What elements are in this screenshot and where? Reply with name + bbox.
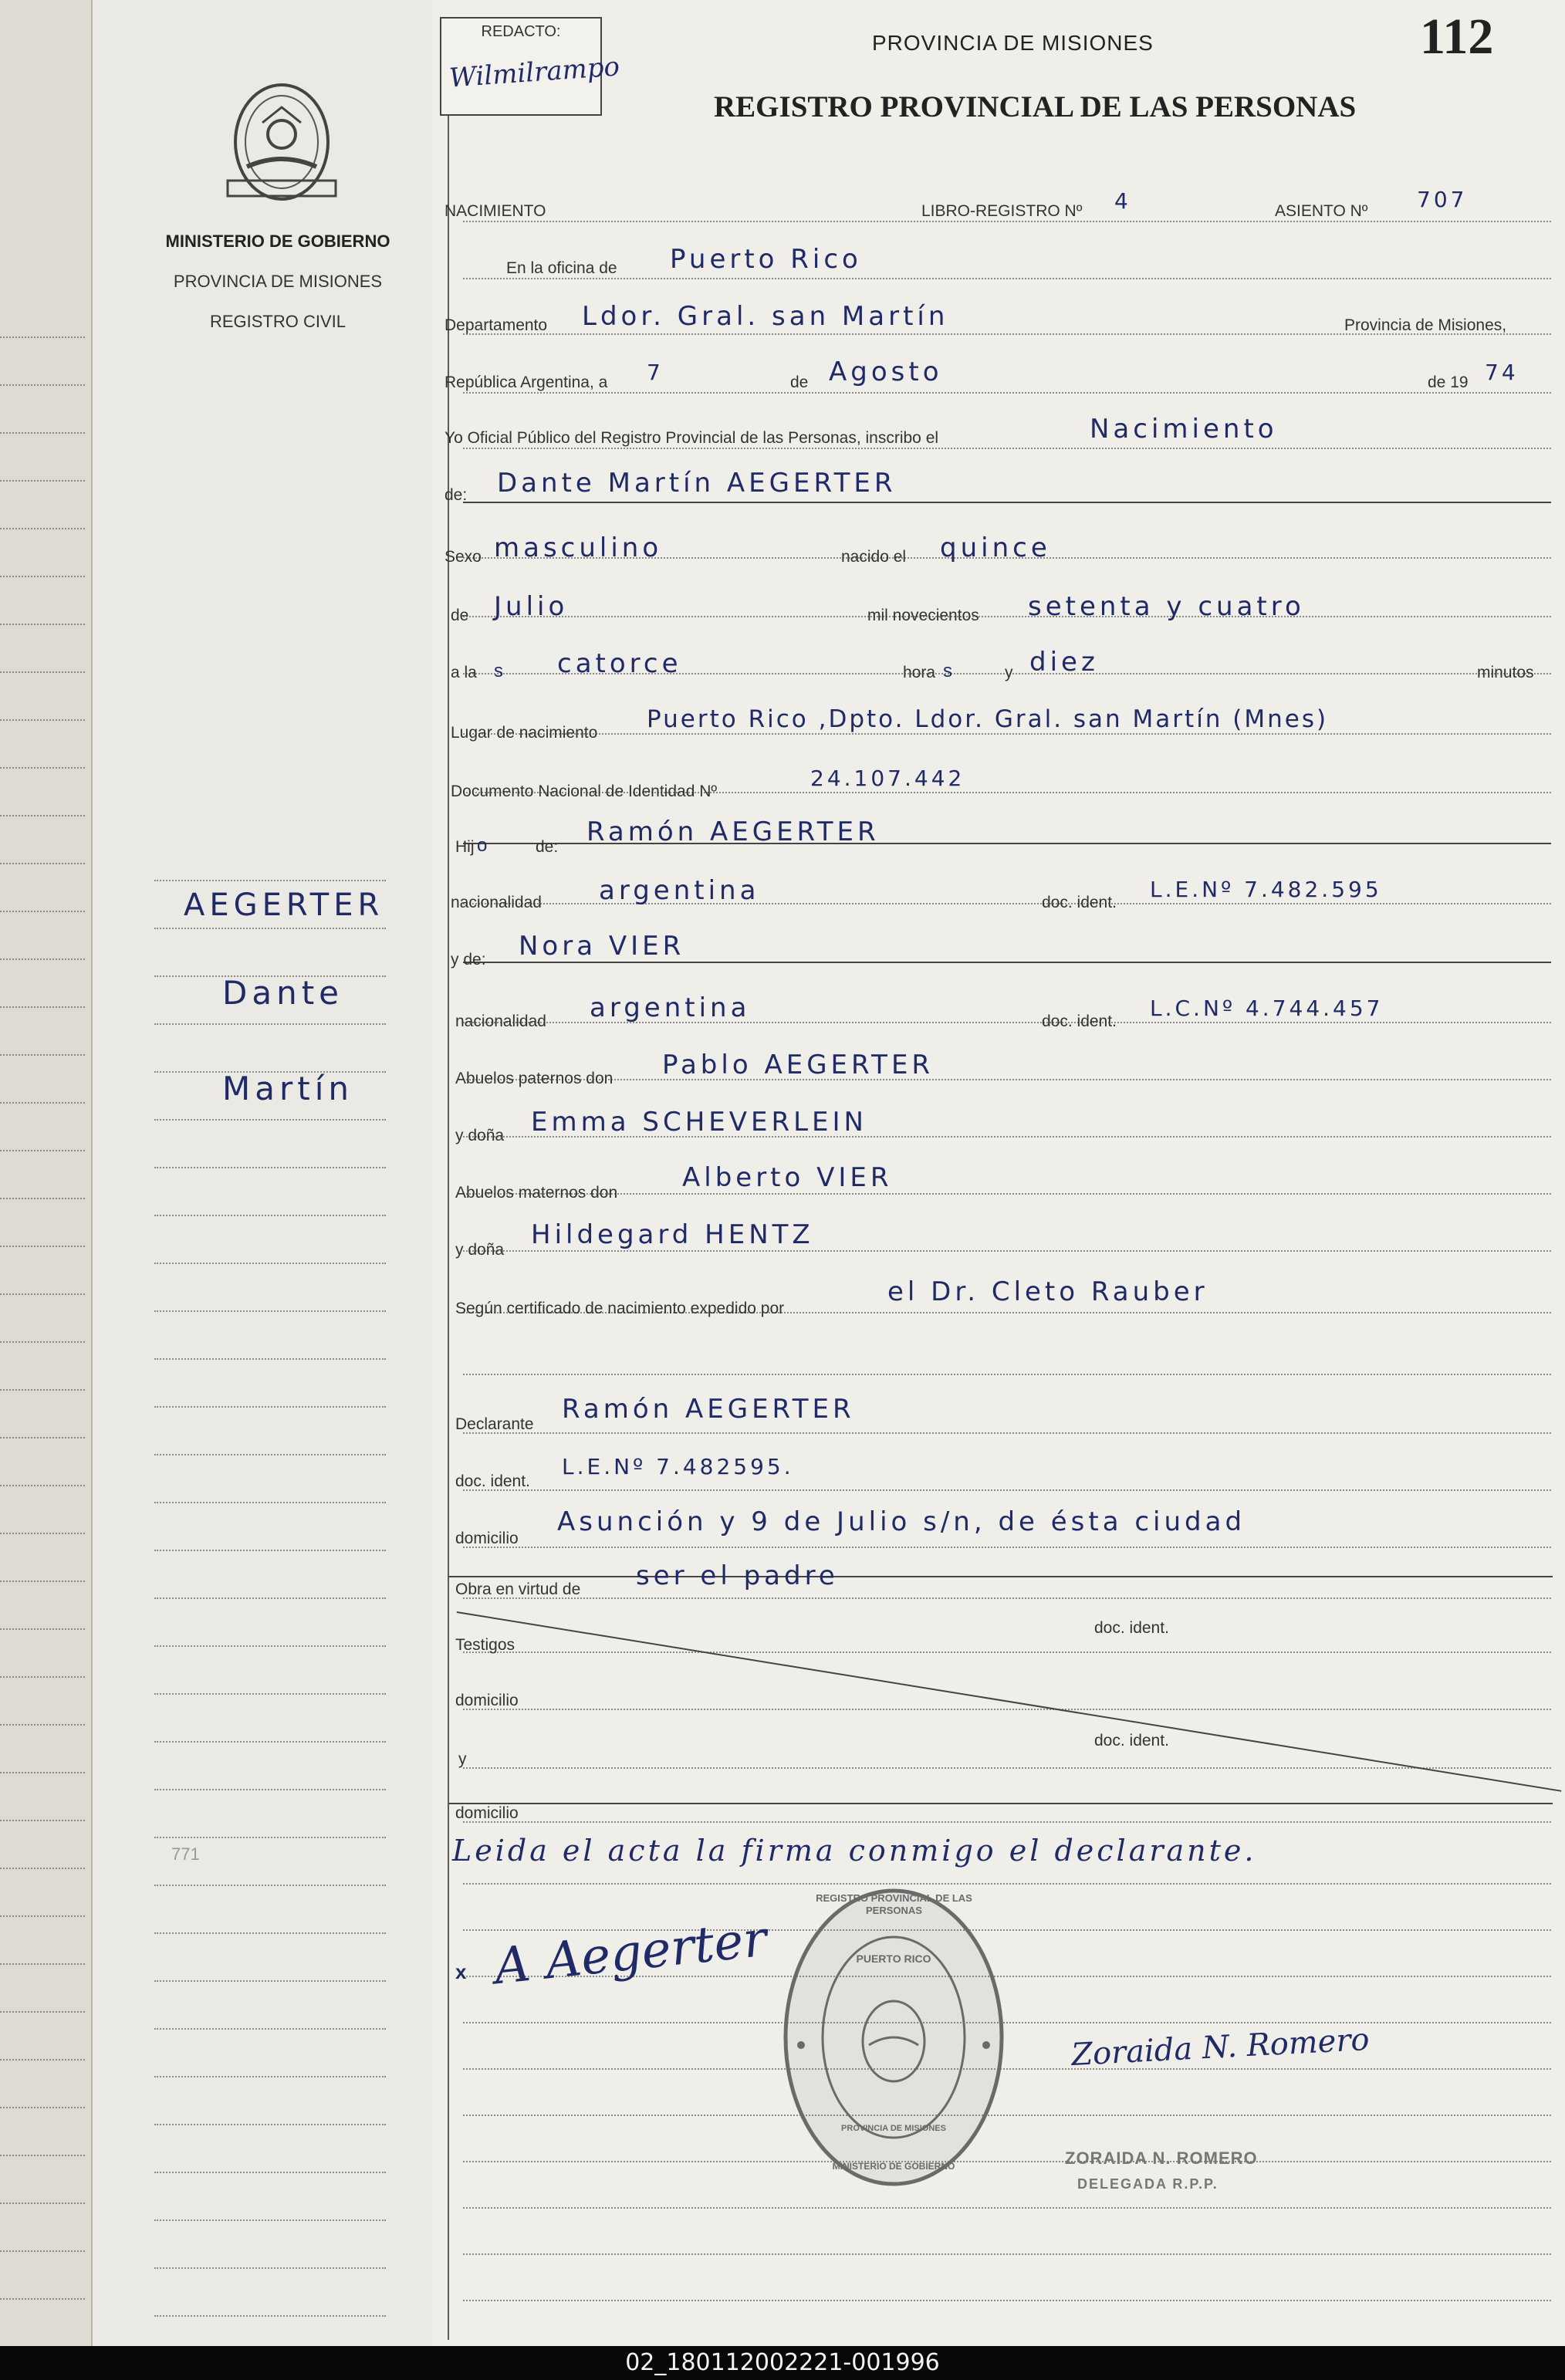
form-ruled-line [463, 1651, 1551, 1653]
form-ruled-line [463, 1374, 1551, 1375]
abpat2-value: Emma SCHEVERLEIN [531, 1107, 867, 1138]
margin-surname: AEGERTER [184, 887, 384, 923]
form-ruled-line [463, 2253, 1551, 2255]
obra-solid-line [449, 1576, 1553, 1577]
form-ruled-line [463, 1489, 1551, 1491]
edge-ruled-line [0, 384, 85, 386]
redacto-signature: Wilmilrampo [448, 51, 621, 94]
domicilio-value: Asunción y 9 de Julio s/n, de ésta ciudad [557, 1506, 1246, 1537]
year-value: 74 [1485, 360, 1519, 385]
official-title: DELEGADA R.P.P. [1077, 2176, 1219, 2192]
margin-ruled-line [154, 1167, 386, 1168]
edge-ruled-line [0, 1820, 85, 1821]
registry-title: REGISTRO PROVINCIAL DE LAS PERSONAS [714, 90, 1357, 123]
form-ruled-line [463, 278, 1551, 279]
margin-ruled-line [154, 2124, 386, 2125]
padre-doc-value: L.E.Nº 7.482.595 [1150, 877, 1382, 902]
form-ruled-line [463, 1432, 1551, 1434]
asiento-value: 707 [1417, 187, 1468, 212]
day-value: 7 [647, 360, 664, 385]
margin-first-name: Dante [222, 974, 344, 1012]
stamp-inner-text: PUERTO RICO [856, 1952, 931, 1965]
madre-nac-label: nacionalidad [455, 1013, 546, 1030]
padre-nac-label: nacionalidad [451, 894, 542, 911]
madre-nac-value: argentina [590, 992, 751, 1023]
lugar-value: Puerto Rico ,Dpto. Ldor. Gral. san Martín (Mnes) [647, 705, 1329, 733]
ministry-label: MINISTERIO DE GOBIERNO [165, 232, 390, 251]
edge-ruled-line [0, 1437, 85, 1438]
form-ruled-line [463, 221, 1551, 222]
margin-ruled-line [154, 1837, 386, 1838]
edge-ruled-line [0, 1485, 85, 1486]
witness-bottom-line [449, 1803, 1553, 1804]
edge-ruled-line [0, 2059, 85, 2061]
edge-ruled-line [0, 2298, 85, 2300]
margin-ruled-line [154, 1502, 386, 1503]
margin-ruled-line [154, 1454, 386, 1455]
margin-ruled-line [154, 1693, 386, 1695]
edge-ruled-line [0, 719, 85, 721]
docid-label: doc. ident. [455, 1472, 530, 1490]
edge-ruled-line [0, 2250, 85, 2252]
sexo-label: Sexo [444, 548, 482, 566]
form-ruled-line [463, 616, 1551, 617]
margin-ruled-line [154, 1885, 386, 1886]
edge-ruled-line [0, 1054, 85, 1056]
edge-ruled-line [0, 1389, 85, 1391]
edge-ruled-line [0, 1341, 85, 1343]
margin-mark: 771 [171, 1844, 200, 1864]
declarant-signature: A Aegerter [492, 1910, 770, 1996]
republica-label: República Argentina, a [444, 374, 608, 391]
form-ruled-line [463, 1597, 1551, 1599]
province-header: PROVINCIA DE MISIONES [872, 31, 1154, 55]
margin-ruled-line [154, 1358, 386, 1360]
edge-ruled-line [0, 1628, 85, 1630]
de3-label: de: [536, 838, 559, 856]
edge-ruled-line [0, 1676, 85, 1678]
edge-ruled-line [0, 528, 85, 529]
horas-label: hora [903, 664, 936, 681]
left-edge-page [0, 0, 93, 2346]
margin-ruled-line [154, 2028, 386, 2030]
edge-ruled-line [0, 2203, 85, 2204]
edge-ruled-line [0, 1293, 85, 1295]
form-ruled-line [463, 448, 1551, 449]
dni-value: 24.107.442 [810, 766, 965, 791]
form-ruled-line [463, 1821, 1551, 1823]
abpat-value: Pablo AEGERTER [662, 1050, 935, 1080]
y2-label: y [458, 1750, 467, 1768]
departamento-label: Departamento [444, 316, 548, 334]
form-ruled-line [463, 1709, 1551, 1710]
dni-label: Documento Nacional de Identidad Nº [451, 783, 718, 800]
libro-label: LIBRO-REGISTRO Nº [921, 202, 1083, 220]
margin-ruled-line [154, 2172, 386, 2173]
declarante-value: Ramón AEGERTER [562, 1394, 855, 1425]
nacido-value: quince [940, 532, 1051, 563]
margin-ruled-line [154, 1310, 386, 1312]
margin-ruled-line [154, 2267, 386, 2269]
form-ruled-line [463, 1250, 1551, 1252]
person-value: Dante Martín AEGERTER [497, 468, 897, 499]
madre-value: Nora VIER [519, 931, 685, 962]
edge-ruled-line [0, 1868, 85, 1869]
form-ruled-line [463, 1079, 1551, 1080]
margin-ruled-line [154, 1980, 386, 1982]
oficina-label: En la oficina de [506, 259, 617, 277]
stamp-outer-text: REGISTRO PROVINCIAL DE LAS PERSONAS [816, 1892, 972, 1916]
horas-s: s [943, 661, 952, 681]
form-ruled-line [463, 1767, 1551, 1769]
edge-ruled-line [0, 1915, 85, 1917]
edge-ruled-line [0, 671, 85, 673]
year-label: de 19 [1428, 374, 1469, 391]
de2-label: de [451, 607, 469, 624]
oficial-label: Yo Oficial Público del Registro Provincial de las Personas, inscribo el [444, 429, 939, 447]
edge-ruled-line [0, 1724, 85, 1726]
testigos-doc2-label: doc. ident. [1094, 1732, 1169, 1750]
edge-ruled-line [0, 1772, 85, 1773]
obra-value: ser el padre [636, 1560, 839, 1591]
margin-ruled-line [154, 1263, 386, 1264]
margin-ruled-line [154, 1023, 386, 1025]
margin-ruled-line [154, 1741, 386, 1743]
month-value: Agosto [829, 357, 943, 387]
edge-ruled-line [0, 624, 85, 625]
edge-ruled-line [0, 336, 85, 338]
x-mark: x [455, 1960, 467, 1983]
edge-ruled-line [0, 2011, 85, 2013]
form-ruled-line [463, 2300, 1551, 2301]
edge-ruled-line [0, 815, 85, 816]
official-stamp-icon [778, 1883, 1009, 2192]
abmat2-value: Hildegard HENTZ [531, 1219, 814, 1250]
page-number: 112 [1420, 8, 1494, 65]
mother-underline [463, 962, 1551, 963]
anio-value: setenta y cuatro [1028, 591, 1305, 622]
margin-middle-name: Martín [222, 1070, 353, 1107]
ala-label: a la [451, 664, 477, 681]
departamento-value: Ldor. Gral. san Martín [582, 301, 949, 332]
edge-ruled-line [0, 1246, 85, 1247]
edge-ruled-line [0, 767, 85, 769]
abmat-value: Alberto VIER [682, 1162, 893, 1193]
obra-label: Obra en virtud de [455, 1580, 581, 1598]
edge-ruled-line [0, 1580, 85, 1582]
mil-label: mil novecientos [867, 607, 979, 624]
edge-ruled-line [0, 863, 85, 864]
stamp-province-text: PROVINCIA DE MISIONES [841, 2124, 946, 2133]
edge-ruled-line [0, 2107, 85, 2108]
de-label: de [790, 374, 809, 391]
redacto-box [440, 17, 621, 116]
hora-value: catorce [557, 648, 682, 679]
official-signature: Zoraida N. Romero [1070, 2021, 1371, 2074]
padre-value: Ramón AEGERTER [586, 816, 880, 847]
margin-ruled-line [154, 1550, 386, 1551]
nacimiento-label: NACIMIENTO [444, 202, 546, 220]
margin-ruled-line [154, 1119, 386, 1121]
min-value: diez [1029, 647, 1099, 678]
yde-label: y de: [451, 951, 486, 969]
leida-value: Leida el acta la firma conmigo el declarante. [452, 1834, 1257, 1868]
oficina-value: Puerto Rico [670, 244, 862, 275]
provincia-label: Provincia de Misiones, [1344, 316, 1507, 334]
margin-ruled-line [154, 2315, 386, 2317]
form-ruled-line [463, 1193, 1551, 1195]
ydona-label-2: y doña [455, 1241, 505, 1259]
madre-doc-value: L.C.Nº 4.744.457 [1150, 996, 1384, 1021]
domicilio2-label: domicilio [455, 1692, 519, 1709]
edge-ruled-line [0, 1533, 85, 1534]
hij-label: Hij [455, 838, 475, 856]
declarante-label: Declarante [455, 1415, 534, 1433]
civil-registry-label: REGISTRO CIVIL [209, 312, 346, 331]
margin-ruled-line [154, 2219, 386, 2221]
margin-ruled-line [154, 1406, 386, 1408]
nacido-label: nacido el [841, 548, 907, 566]
padre-nac-value: argentina [599, 875, 760, 906]
edge-ruled-line [0, 576, 85, 577]
edge-ruled-line [0, 1198, 85, 1199]
margin-ruled-line [154, 1932, 386, 1934]
ydona-label-1: y doña [455, 1127, 505, 1144]
segun-value: el Dr. Cleto Rauber [887, 1276, 1208, 1307]
edge-ruled-line [0, 1150, 85, 1151]
padre-doc-label: doc. ident. [1042, 894, 1117, 911]
sexo-value: masculino [494, 532, 663, 563]
lugar-label: Lugar de nacimiento [451, 724, 598, 742]
segun-label: Según certificado de nacimiento expedido por [455, 1300, 785, 1317]
edge-ruled-line [0, 911, 85, 912]
province-label: PROVINCIA DE MISIONES [173, 272, 383, 291]
file-id-footer: 02_180112002221-001996 [0, 2346, 1565, 2380]
edge-ruled-line [0, 1006, 85, 1008]
edge-ruled-line [0, 958, 85, 960]
person-underline [463, 502, 1551, 503]
margin-ruled-line [154, 2076, 386, 2077]
edge-ruled-line [0, 1963, 85, 1965]
y-label: y [1005, 664, 1013, 681]
form-ruled-line [463, 2207, 1551, 2209]
libro-value: 4 [1114, 188, 1131, 214]
abmat-label: Abuelos maternos don [455, 1184, 618, 1202]
margin-ruled-line [154, 880, 386, 881]
edge-ruled-line [0, 480, 85, 482]
stamp-bottom-text: MINISTERIO DE GOBIERNO [832, 2161, 955, 2172]
testigos-label: Testigos [455, 1636, 515, 1654]
margin-ruled-line [154, 1215, 386, 1216]
edge-ruled-line [0, 1102, 85, 1104]
official-name: ZORAIDA N. ROMERO [1065, 2148, 1258, 2168]
testigos-doc-label: doc. ident. [1094, 1619, 1169, 1637]
left-margin-panel [93, 0, 441, 2346]
madre-doc-label: doc. ident. [1042, 1013, 1117, 1030]
ala-s: s [494, 661, 503, 681]
form-ruled-line [463, 733, 1551, 735]
hij-o: o [477, 835, 488, 856]
coat-of-arms-icon [220, 80, 343, 211]
margin-ruled-line [154, 1645, 386, 1647]
oficial-value: Nacimiento [1090, 414, 1278, 445]
domicilio-label: domicilio [455, 1530, 519, 1547]
margin-ruled-line [154, 928, 386, 929]
mes-value: Julio [494, 591, 569, 622]
minutos-label: minutos [1477, 664, 1534, 681]
form-ruled-line [463, 392, 1551, 394]
redacto-label: REDACTO: [481, 23, 561, 40]
abpat-label: Abuelos paternos don [455, 1070, 613, 1087]
de-person-label: de: [444, 486, 468, 504]
margin-ruled-line [154, 1597, 386, 1599]
asiento-label: ASIENTO Nº [1275, 202, 1368, 220]
margin-ruled-line [154, 1789, 386, 1790]
edge-ruled-line [0, 432, 85, 434]
domicilio3-label: domicilio [455, 1804, 519, 1822]
declarante-doc-value: L.E.Nº 7.482595. [562, 1454, 794, 1479]
edge-ruled-line [0, 2155, 85, 2156]
form-ruled-line [463, 1547, 1551, 1548]
